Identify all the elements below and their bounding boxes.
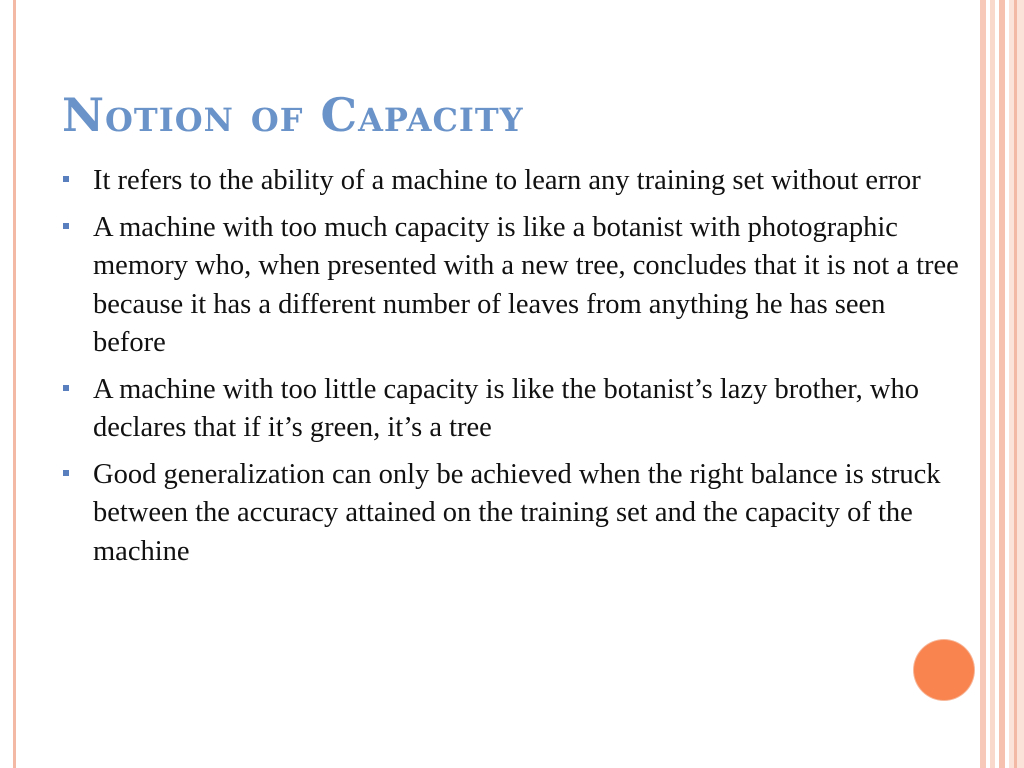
bullet-item xyxy=(62,162,962,201)
bullet-text: A machine with too much capacity is like a botanist with photographic memory who, when presented with a new tree, concludes that it is not a tree because it has a different number of leaves from anything he has seen before xyxy=(93,211,959,358)
bullet-text: Good generalization can only be achieved when the right balance is struck between the accuracy attained on the training set and the capacity of the machine xyxy=(93,458,941,567)
square-bullet-icon xyxy=(63,385,69,391)
square-bullet-icon xyxy=(63,470,69,476)
slide-title: Notion of Capacity xyxy=(62,88,524,142)
right-decorative-stripe xyxy=(1014,0,1017,768)
bullet-item xyxy=(62,456,962,572)
bullet-text: It refers to the ability of a machine to learn any training set without error xyxy=(93,165,921,196)
orange-circle-decoration xyxy=(914,640,974,700)
right-decorative-stripe xyxy=(990,0,995,768)
square-bullet-icon xyxy=(63,176,69,182)
right-decorative-stripe xyxy=(980,0,986,768)
left-accent-rule xyxy=(13,0,16,768)
bullet-text: A machine with too little capacity is like the botanist’s lazy brother, who declares that if it’s green, it’s a tree xyxy=(93,373,919,443)
bullet-item xyxy=(62,209,962,363)
square-bullet-icon xyxy=(63,223,69,229)
bullet-list xyxy=(62,162,962,579)
right-decorative-stripe xyxy=(999,0,1005,768)
bullet-item xyxy=(62,371,962,448)
